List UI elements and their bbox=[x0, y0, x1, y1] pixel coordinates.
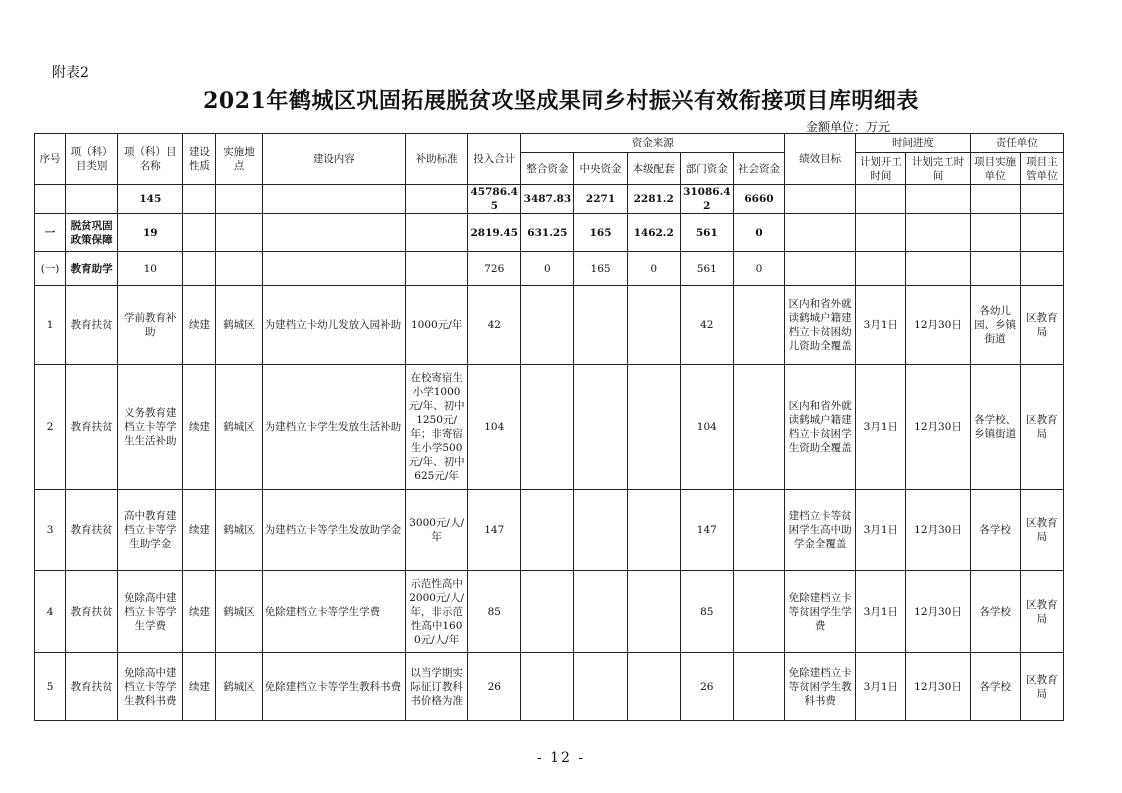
page-number: - 12 - bbox=[536, 750, 586, 766]
col-content: 建设内容 bbox=[262, 134, 405, 185]
col-seq: 序号 bbox=[35, 134, 66, 185]
col-target: 绩效目标 bbox=[785, 134, 856, 185]
col-resp-group: 责任单位 bbox=[970, 134, 1063, 153]
col-social: 社会资金 bbox=[733, 153, 784, 185]
amount-unit: 金额单位：万元 bbox=[806, 120, 891, 134]
col-dept: 部门资金 bbox=[680, 153, 733, 185]
table-row: 1 教育扶贫 学前教育补助 续建 鹤城区 为建档立卡幼儿发放入园补助 1000元/年 42 42 区内和省外就读鹤城户籍建档立卡贫困幼儿资助全覆盖 3月1日 12月30日 各幼儿园、乡镇街道 区教育局 bbox=[35, 286, 1064, 365]
col-category: 项（科）目类别 bbox=[66, 134, 118, 185]
summary-row-total: 145 45786.45 3487.83 2271 2281.2 31086.42 6660 bbox=[35, 185, 1064, 214]
col-end: 计划完工时间 bbox=[906, 153, 970, 185]
document-title: 2021年鹤城区巩固拓展脱贫攻坚成果同乡村振兴有效衔接项目库明细表 bbox=[203, 88, 919, 114]
summary-row-education: (一) 教育助学 10 726 0 165 0 561 0 bbox=[35, 252, 1064, 286]
col-nature: 建设性质 bbox=[183, 134, 216, 185]
col-local: 本级配套 bbox=[627, 153, 680, 185]
col-location: 实施地点 bbox=[216, 134, 262, 185]
col-start: 计划开工时间 bbox=[856, 153, 906, 185]
table-row: 4 教育扶贫 免除高中建档立卡等学生学费 续建 鹤城区 免除建档立卡等学生学费 示范性高中2000元/人/年，非示范性高中1600元/人/年 85 85 免除建档立卡等贫困学生学费 3月1日 12月30日 各学校 区教育局 bbox=[35, 571, 1064, 653]
col-central: 中央资金 bbox=[574, 153, 627, 185]
col-integrated: 整合资金 bbox=[521, 153, 574, 185]
col-mgmt-unit: 项目主管单位 bbox=[1020, 153, 1063, 185]
table-row: 2 教育扶贫 义务教育建档立卡等学生生活补助 续建 鹤城区 为建档立卡学生发放生活补助 在校寄宿生小学1000元/年、初中1250元/年；非寄宿生小学500元/年、初中625元/年 104 104 区内和省外就读鹤城户籍建档立卡贫困学生资助全覆盖 3月1日 12月30日 各学校、乡镇街道 区教育局 bbox=[35, 365, 1064, 490]
table-row: 3 教育扶贫 高中教育建档立卡等学生助学金 续建 鹤城区 为建档立卡等学生发放助学金 3000元/人/年 147 147 建档立卡等贫困学生高中助学金全覆盖 3月1日 12月30日 各学校 区教育局 bbox=[35, 490, 1064, 571]
summary-row-policy: 一 脱贫巩固政策保障 19 2819.45 631.25 165 1462.2 561 0 bbox=[35, 214, 1064, 252]
appendix-label: 附表2 bbox=[52, 65, 89, 81]
table-row: 5 教育扶贫 免除高中建档立卡等学生教科书费 续建 鹤城区 免除建档立卡等学生教科书费 以当学期实际征订教科书价格为准 26 26 免除建档立卡等贫困学生教科书费 3月1日 12月30日 各学校 区教育局 bbox=[35, 653, 1064, 721]
project-table bbox=[34, 133, 1064, 721]
col-schedule-group: 时间进度 bbox=[856, 134, 970, 153]
col-total: 投入合计 bbox=[468, 134, 521, 185]
col-impl-unit: 项目实施单位 bbox=[970, 153, 1020, 185]
col-name: 项（科）目名称 bbox=[118, 134, 183, 185]
col-funding-group: 资金来源 bbox=[521, 134, 785, 153]
col-standard: 补助标准 bbox=[406, 134, 468, 185]
